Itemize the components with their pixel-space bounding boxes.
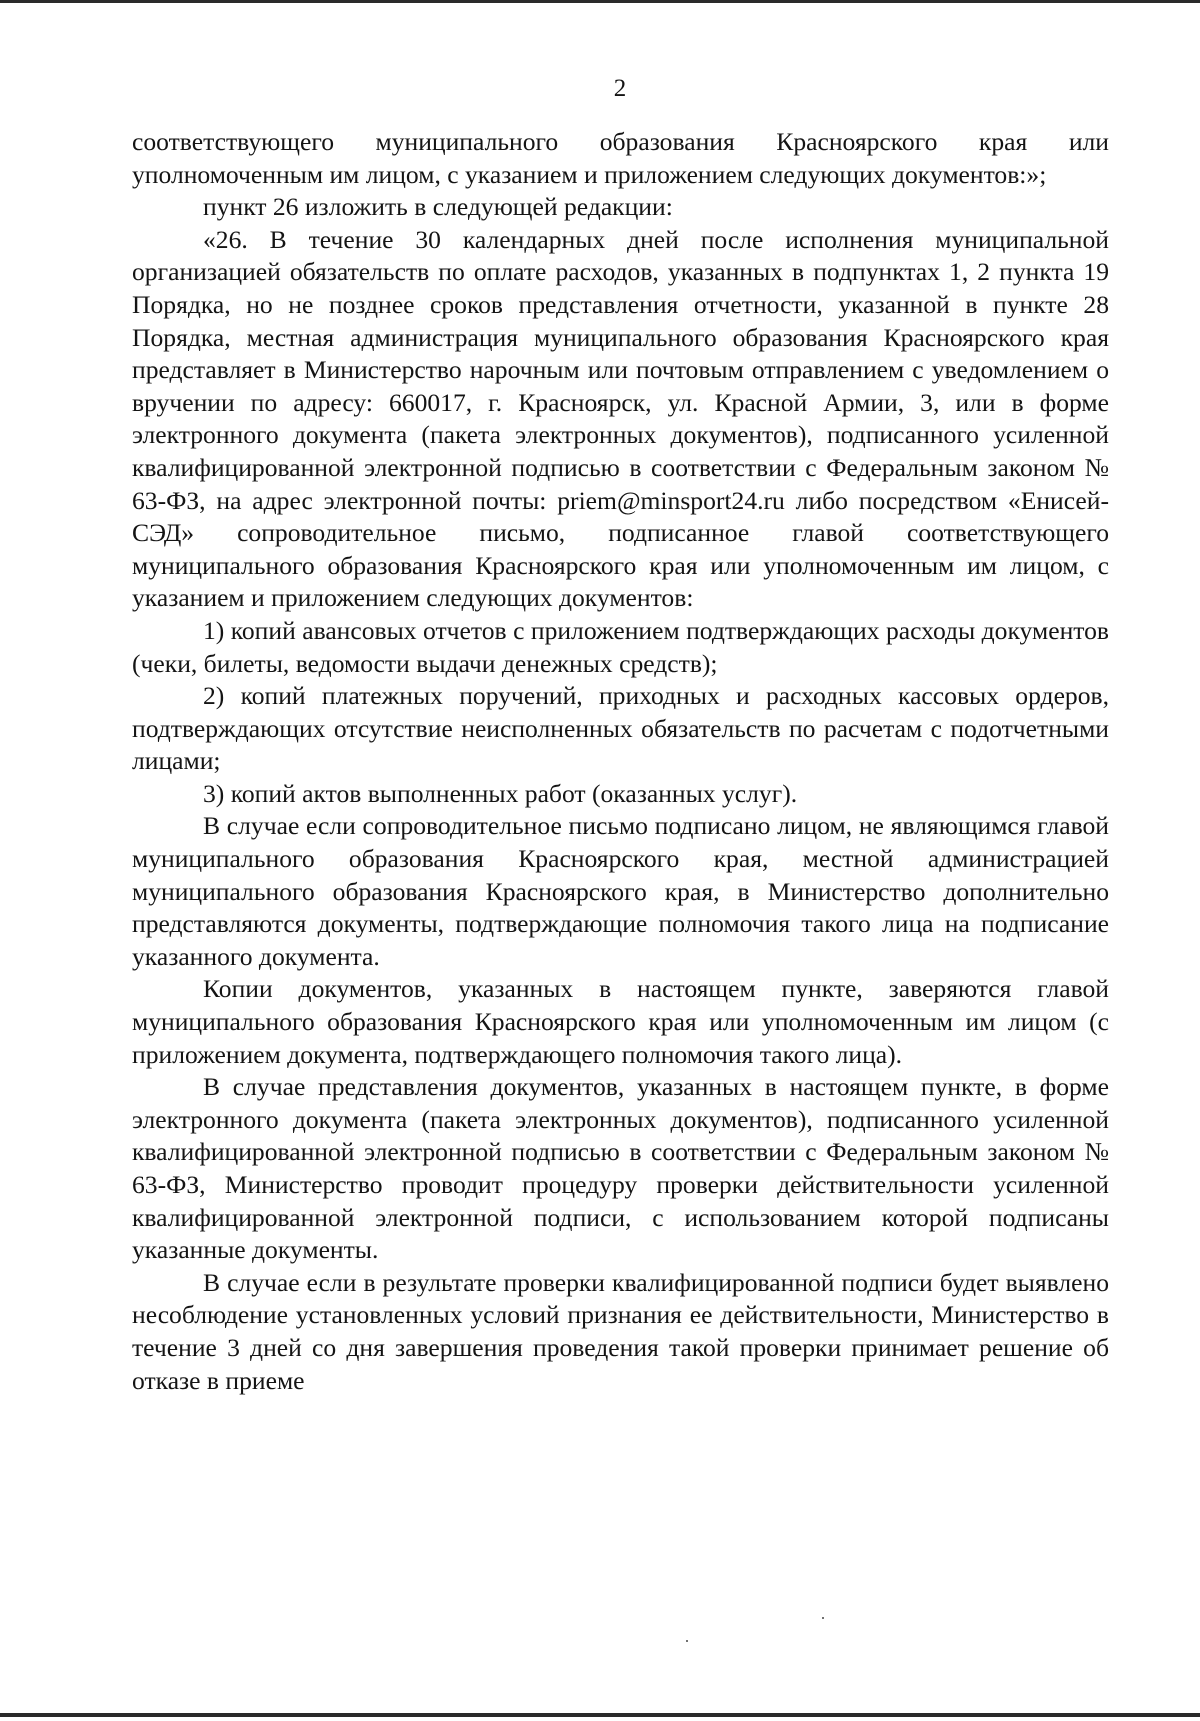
- paragraph: В случае если сопроводительное письмо подписано лицом, не являющимся главой муниципального образования Красноярского края, местной администрацией муниципального образования Красноярского края, в Министерство дополнительно представляются документы, подтверждающие полномочия такого лица на подписание указанного документа.: [132, 811, 1109, 971]
- paragraph: соответствующего муниципального образования Красноярского края или уполномоченным им лицом, с указанием и приложением следующих документов:»;: [132, 127, 1109, 189]
- paragraph: «26. В течение 30 календарных дней после исполнения муниципальной организацией обязательств по оплате расходов, указанных в подпунктах 1, 2 пункта 19 Порядка, но не позднее сроков представления отчетности, указанной в пункте 28 Порядка, местная администрация муниципального образования Красноярского края представляет в Министерство нарочным или почтовым отправлением с уведомлением о вручении по адресу: 660017, г. Красноярск, ул. Красной Армии, 3, или в форме электронного документа (пакета электронных документов), подписанного усиленной квалифицированной электронной подписью в соответствии с Федеральным законом № 63-ФЗ, на адрес электронной почты: priem@minsport24.ru либо посредством «Енисей-СЭД» сопроводительное письмо, подписанное главой соответствующего муниципального образования Красноярского края или уполномоченным им лицом, с указанием и приложением следующих документов:: [132, 224, 1109, 613]
- paragraph: 1) копий авансовых отчетов с приложением подтверждающих расходы документов (чеки, билеты, ведомости выдачи денежных средств);: [132, 615, 1109, 678]
- paragraph: В случае если в результате проверки квалифицированной подписи будет выявлено несоблюдение установленных условий признания ее действительности, Министерство в течение 3 дней со дня завершения проведения такой проверки принимает решение об отказе в приеме: [132, 1267, 1109, 1395]
- scan-speck: [686, 1640, 688, 1642]
- paragraph: 3) копий актов выполненных работ (оказанных услуг).: [203, 778, 798, 808]
- document-body: [132, 126, 1109, 1397]
- page-number: 2: [613, 75, 627, 102]
- scan-top-border: [0, 0, 1200, 3]
- paragraph: пункт 26 изложить в следующей редакции:: [203, 192, 673, 222]
- scan-speck: [822, 1617, 824, 1619]
- scan-bottom-border: [0, 1713, 1200, 1717]
- paragraph: 2) копий платежных поручений, приходных и расходных кассовых ордеров, подтверждающих отсутствие неисполненных обязательств по расчетам с подотчетными лицами;: [132, 681, 1109, 776]
- paragraph: В случае представления документов, указанных в настоящем пункте, в форме электронного документа (пакета электронных документов), подписанного усиленной квалифицированной электронной подписью в соответствии с Федеральным законом № 63-ФЗ, Министерство проводит процедуру проверки действительности усиленной квалифицированной электронной подписи, с использованием которой подписаны указанные документы.: [132, 1072, 1109, 1265]
- paragraph: Копии документов, указанных в настоящем пункте, заверяются главой муниципального образования Красноярского края или уполномоченным им лицом (с приложением документа, подтверждающего полномочия такого лица).: [132, 974, 1109, 1069]
